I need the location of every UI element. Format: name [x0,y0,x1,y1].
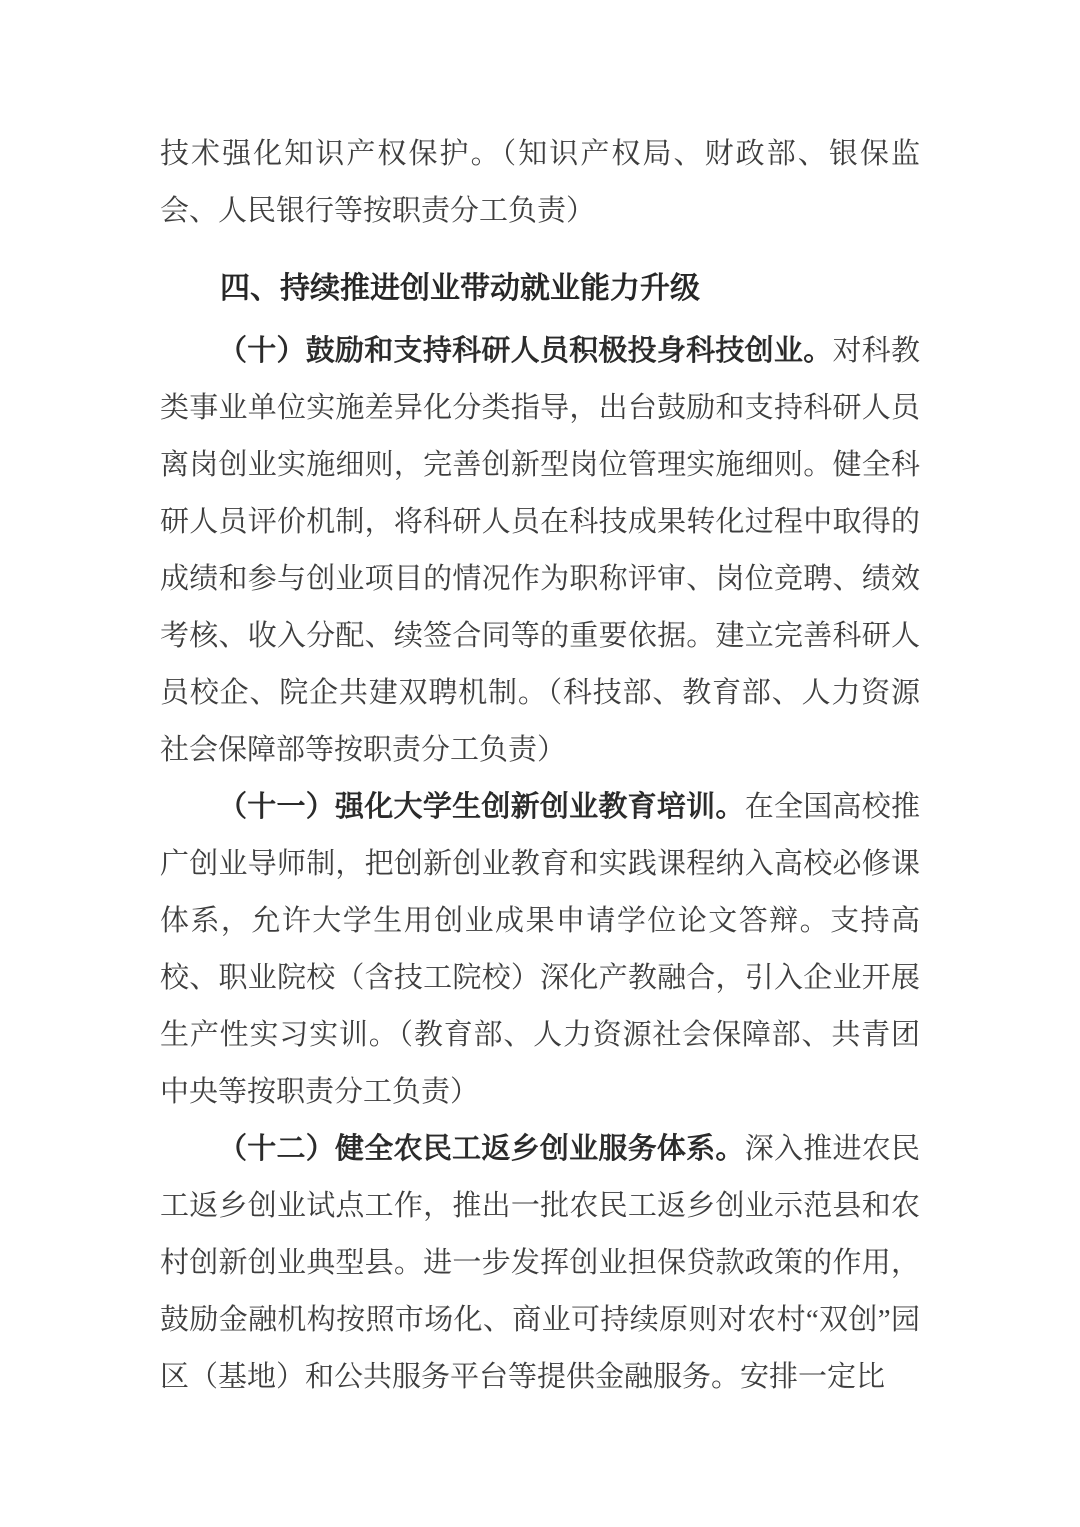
numbered-paragraph-10 [160,323,920,779]
numbered-paragraph-11 [160,779,920,1121]
continuation-paragraph: 技术强化知识产权保护。（知识产权局、财政部、银保监会、人民银行等按职责分工负责） [160,138,920,227]
paragraph-11-lead-bold: （十一）强化大学生创新创业教育培训。 [218,791,745,823]
paragraph-12-lead-bold: （十二）健全农民工返乡创业服务体系。 [218,1133,745,1165]
numbered-paragraph-12 [160,1121,920,1406]
section-heading: 四、持续推进创业带动就业能力升级 [220,272,700,305]
paragraph-10-lead-bold: （十）鼓励和支持科研人员积极投身科技创业。 [218,335,833,367]
paragraph-11-body-text: 在全国高校推广创业导师制，把创新创业教育和实践课程纳入高校必修课体系，允许大学生用创业成果申请学位论文答辩。支持高校、职业院校（含技工院校）深化产教融合，引入企业开展生产性实习实训。（教育部、人力资源社会保障部、共青团中央等按职责分工负责） [160,791,920,1108]
paragraph-12-body-text: 深入推进农民工返乡创业试点工作，推出一批农民工返乡创业示范县和农村创新创业典型县。进一步发挥创业担保贷款政策的作用，鼓励金融机构按照市场化、商业可持续原则对农村“双创”园区（基地）和公共服务平台等提供金融服务。安排一定比 [160,1133,920,1393]
paragraph-10-body-text: 对科教类事业单位实施差异化分类指导，出台鼓励和支持科研人员离岗创业实施细则，完善创新型岗位管理实施细则。健全科研人员评价机制，将科研人员在科技成果转化过程中取得的成绩和参与创业项目的情况作为职称评审、岗位竞聘、绩效考核、收入分配、续签合同等的重要依据。建立完善科研人员校企、院企共建双聘机制。（科技部、教育部、人力资源社会保障部等按职责分工负责） [160,335,920,766]
